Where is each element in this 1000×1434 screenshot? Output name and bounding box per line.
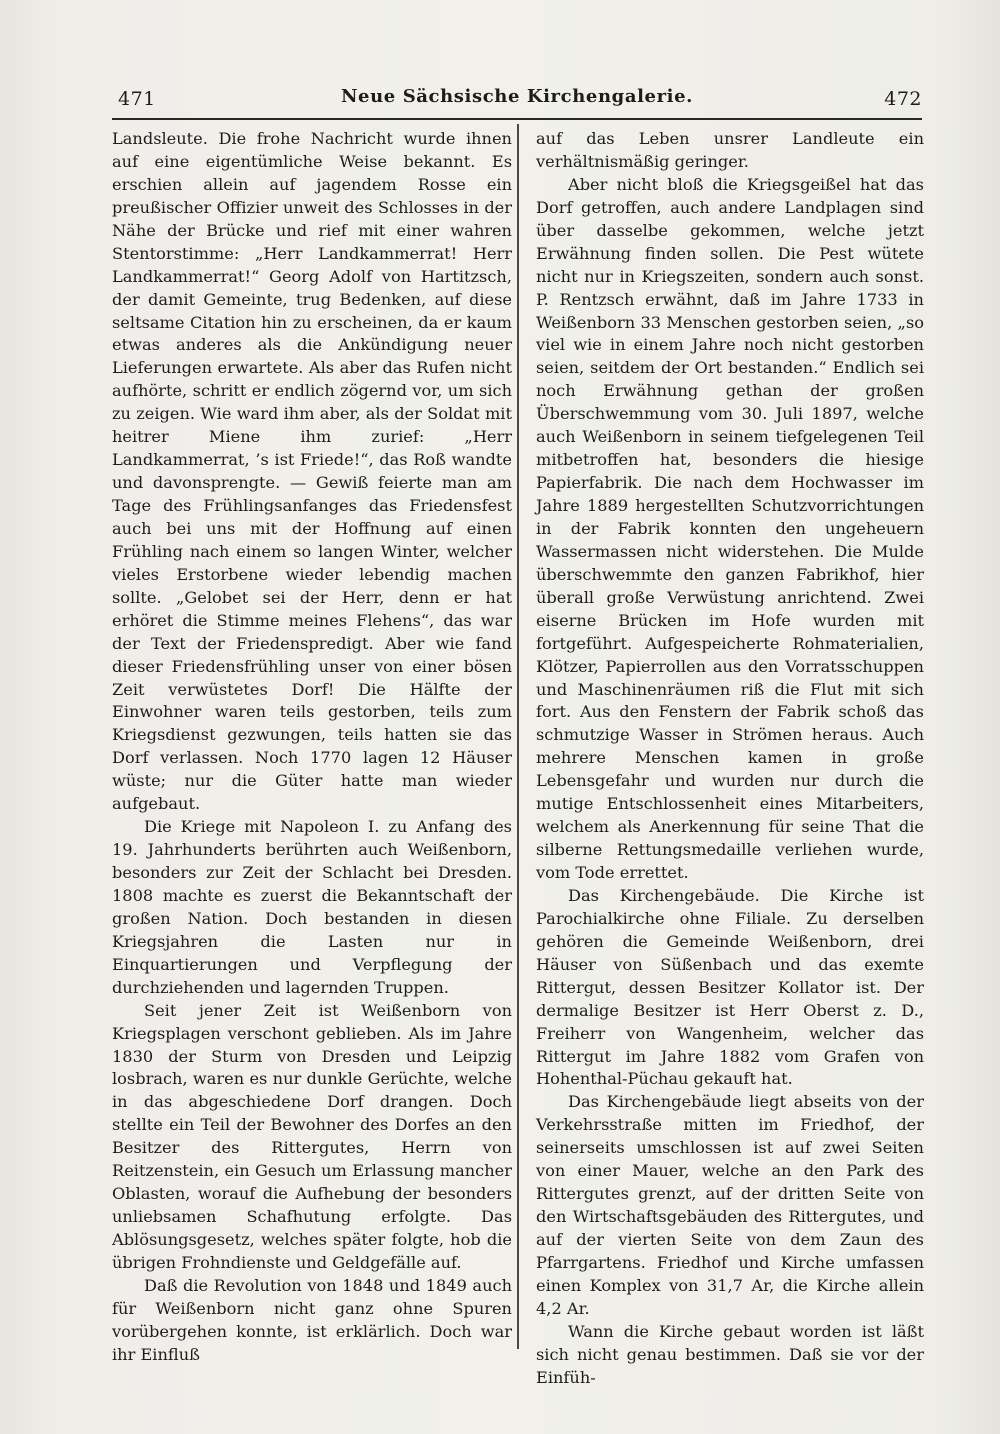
right-paragraph: Wann die Kirche gebaut worden ist läßt sich nicht genau bestimmen. Daß sie vor der Einfüh-: [536, 1321, 924, 1387]
column-divider: [517, 124, 519, 1349]
running-title: Neue Sächsische Kirchengalerie.: [340, 86, 694, 107]
header-rule: [112, 118, 922, 120]
left-paragraph: Seit jener Zeit ist Weißenborn von Kriegsplagen verschont geblieben. Als im Jahre 1830 der Sturm von Dresden und Leipzig losbrach, waren es nur dunkle Gerüchte, welche in das abgeschiedene Dorf drangen. Doch stellte ein Teil der Bewohner des Dorfes an den Besitzer des Rittergutes, Herrn von Reitzenstein, ein Gesuch um Erlassung mancher Oblasten, worauf die Aufhebung der besonders unliebsamen Schafhutung erfolgte. Das Ablösungsgesetz, welches später folgte, hob die übrigen Frohndienste und Geldgefälle auf.: [112, 1000, 512, 1272]
left-paragraph: Landsleute. Die frohe Nachricht wurde ihnen auf eine eigentümliche Weise bekannt. Es erschien allein auf jagendem Rosse ein preußischer Offizier unweit des Schlosses in der Nähe der Brücke und rief mit einer wahren Stentorstimme: „Herr Landkammerrat! Herr Landkammerrat!“ Georg Adolf von Hartitzsch, der damit Gemeinte, trug Bedenken, auf diese seltsame Citation hin zu erscheinen, da er kaum etwas anderes als die Ankündigung neuer Lieferungen erwartete. Als aber das Rufen nicht aufhörte, schritt er endlich zögernd vor, um sich zu zeigen. Wie ward ihm aber, als der Soldat mit heitrer Miene ihm zurief: „Herr Landkammerrat, ’s ist Friede!“, das Roß wandte und davonsprengte. — Gewiß feierte man am Tage des Frühlingsanfanges das Friedensfest auch bei uns mit der Hoffnung auf einen Frühling nach einem so langen Winter, welcher vieles Erstorbene wieder lebendig machen sollte. „Gelobet sei der Herr, denn er hat erhöret die Stimme meines Flehens“, das war der Text der Friedenspredigt. Aber wie fand dieser Friedensfrühling unser von einer bösen Zeit verwüstetes Dorf! Die Hälfte der Einwohner waren teils gestorben, teils zum Kriegsdienst gezwungen, teils hatten sie das Dorf verlassen. Noch 1770 lagen 12 Häuser wüste; nur die Güter hatte man wieder aufgebaut.: [112, 129, 512, 814]
left-paragraph: Die Kriege mit Napoleon I. zu Anfang des 19. Jahrhunderts berührten auch Weißenborn, besonders zur Zeit der Schlacht bei Dresden. 1808 machte es zuerst die Bekanntschaft der großen Nation. Doch bestanden in diesen Kriegsjahren die Lasten nur in Einquartierungen und Verpflegung der durchziehenden und lagernden Truppen.: [112, 817, 512, 997]
right-paragraph: Aber nicht bloß die Kriegsgeißel hat das Dorf getroffen, auch andere Landplagen sind über dasselbe gekommen, welche jetzt Erwähnung finden sollen. Die Pest wütete nicht nur in Kriegszeiten, sondern auch sonst. P. Rentzsch erwähnt, daß im Jahre 1733 in Weißenborn 33 Menschen gestorben seien, „so viel wie in einem Jahre noch nicht gestorben seien, seitdem der Ort bestanden.“ Endlich sei noch Erwähnung gethan der großen Überschwemmung vom 30. Juli 1897, welche auch Weißenborn in seinem tiefgelegenen Teil mitbetroffen hat, besonders die hiesige Papierfabrik. Die nach dem Hochwasser im Jahre 1889 hergestellten Schutzvorrichtungen in der Fabrik konnten den ungeheuern Wassermassen nicht widerstehen. Die Mulde überschwemmte den ganzen Fabrikhof, hier überall große Verwüstung anrichtend. Zwei eiserne Brücken im Hofe wurden mit fortgeführt. Aufgespeicherte Rohmaterialien, Klötzer, Papierrollen aus den Vorratsschuppen und Maschinenräumen riß die Flut mit sich fort. Aus den Fenstern der Fabrik schoß das schmutzige Wasser in Strömen heraus. Auch mehrere Menschen kamen in große Lebensgefahr und wurden nur durch die mutige Entschlossenheit eines Mitarbeiters, welchem als Anerkennung für seine That die silberne Rettungsmedaille verliehen wurde, vom Tode errettet.: [536, 174, 924, 882]
right-column: [536, 128, 924, 1390]
right-paragraph: Das Kirchengebäude liegt abseits von der Verkehrsstraße mitten im Friedhof, der seinerseits umschlossen ist auf zwei Seiten von einer Mauer, welche an den Park des Rittergutes grenzt, auf der dritten Seite von den Wirtschaftsgebäuden des Rittergutes, und auf der vierten Seite von dem Zaun des Pfarrgartens. Friedhof und Kirche umfassen einen Komplex von 31,7 Ar, die Kirche allein 4,2 Ar.: [536, 1092, 924, 1318]
left-page-number: 471: [118, 88, 156, 110]
left-column: [112, 128, 512, 1367]
right-paragraph: auf das Leben unsrer Landleute ein verhältnismäßig geringer.: [536, 129, 924, 171]
left-paragraph: Daß die Revolution von 1848 und 1849 auch für Weißenborn nicht ganz ohne Spuren vorübergehen konnte, ist erklärlich. Doch war ihr Einfluß: [112, 1275, 512, 1364]
right-page-number: 472: [884, 88, 922, 110]
right-paragraph: Das Kirchengebäude. Die Kirche ist Parochialkirche ohne Filiale. Zu derselben gehören die Gemeinde Weißenborn, drei Häuser von Süßenbach und das exemte Rittergut, dessen Besitzer Kollator ist. Der dermalige Besitzer ist Herr Oberst z. D., Freiherr von Wangenheim, welcher das Rittergut im Jahre 1882 vom Grafen von Hohenthal-Püchau gekauft hat.: [536, 885, 924, 1089]
page-header: [112, 84, 922, 118]
